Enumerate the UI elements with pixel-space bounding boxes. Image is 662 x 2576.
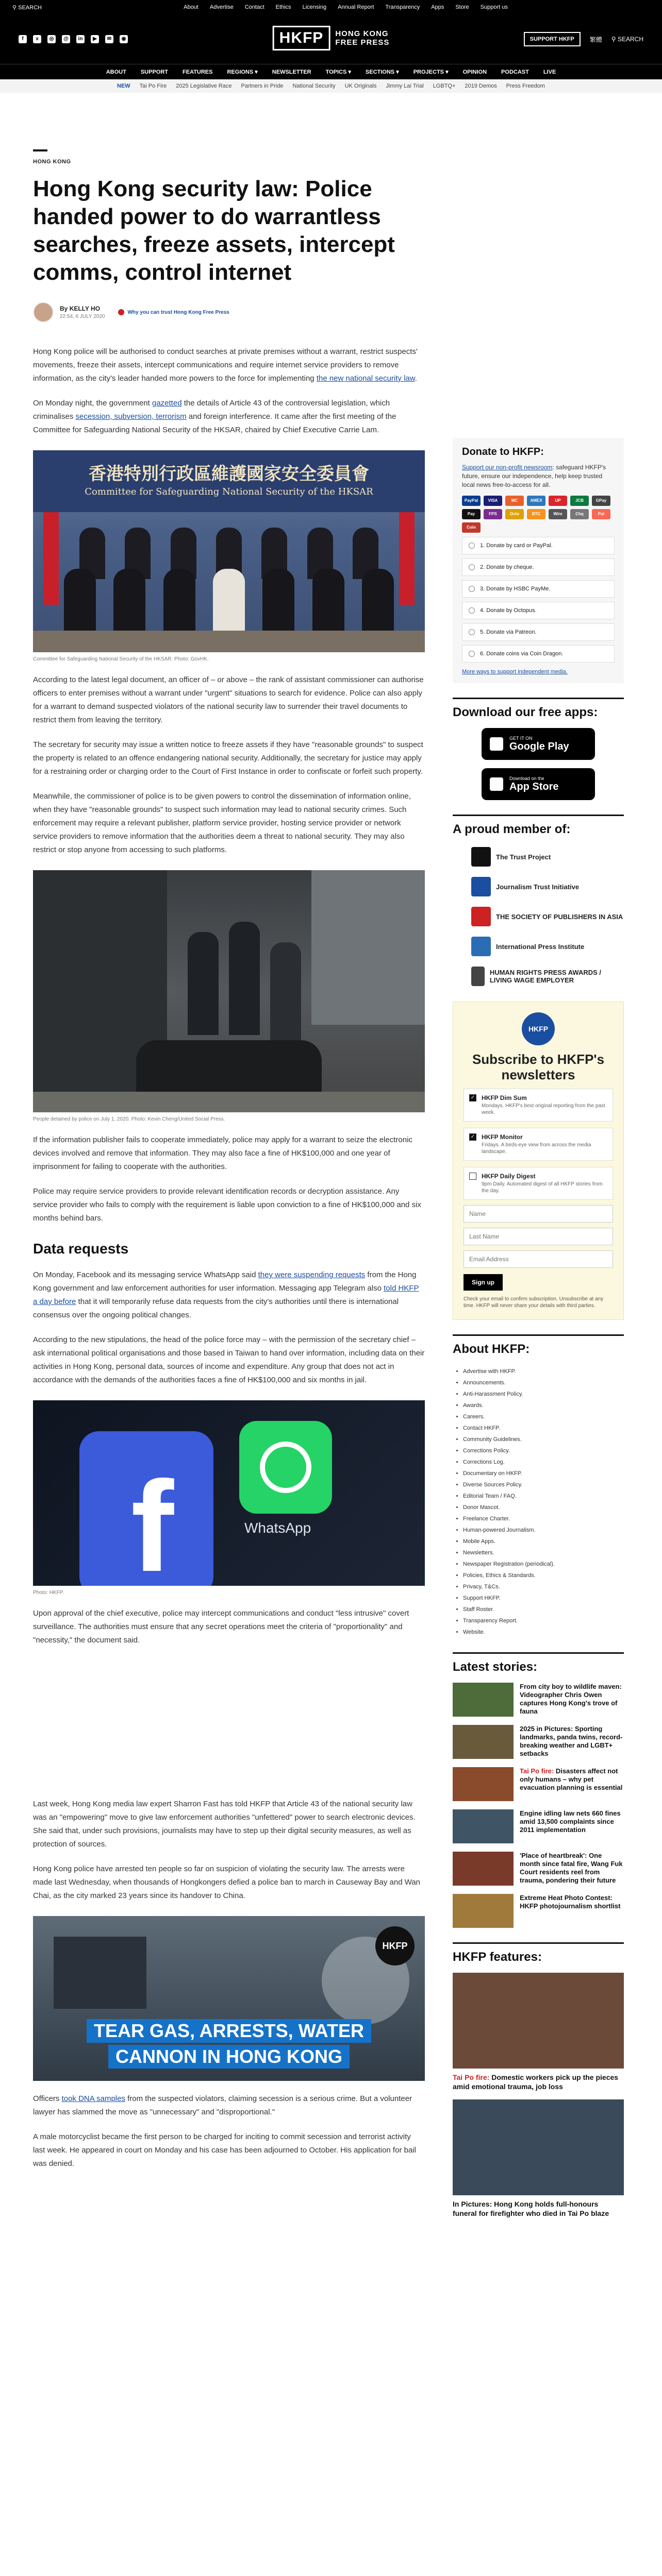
- features-list: [453, 1973, 624, 2218]
- member-the-society-of-publishers-in-asia[interactable]: [471, 907, 624, 926]
- payment-fps-icon: FPS: [484, 509, 502, 519]
- donate-option[interactable]: [462, 537, 615, 554]
- about-heading: About HKFP:: [453, 1334, 624, 1357]
- member-the-trust-project[interactable]: [471, 847, 624, 867]
- story-thumbnail[interactable]: [453, 1683, 514, 1717]
- twitter-icon[interactable]: x: [33, 35, 41, 43]
- paragraph-4: The secretary for security may issue a written notice to freeze assets if they have "reasonable grounds" to suspect the property is related to an offence endangering national security. Additionally, the secretary for justice may apply for a restraining order or charging order to the Court of First Instance in order to confiscate or forfeit such property.: [33, 740, 423, 776]
- member-journalism-trust-initiative[interactable]: [471, 877, 624, 896]
- feature-title-text: Domestic workers pick up the pieces amid emotional trauma, job loss: [453, 2073, 619, 2091]
- member-logo-icon: [471, 937, 491, 956]
- top-link-about[interactable]: About: [184, 4, 198, 10]
- story-thumbnail[interactable]: [453, 1767, 514, 1801]
- latest-story[interactable]: [453, 1852, 624, 1886]
- story-thumbnail[interactable]: [453, 1725, 514, 1759]
- about-link[interactable]: • Advertise with HKFP.: [463, 1366, 624, 1377]
- about-link[interactable]: • Mobile Apps.: [463, 1536, 624, 1547]
- payment-paypal-icon: PayPal: [462, 496, 481, 506]
- radio-icon: [469, 564, 475, 570]
- about-link[interactable]: • Anti-Harassment Policy.: [463, 1388, 624, 1400]
- story-thumbnail[interactable]: [453, 1852, 514, 1886]
- paragraph-10: Upon approval of the chief executive, police may intercept communications and conduct "less intrusive" covert surveillance. The authorities must ensure that any secret operations meet the criteria of "proportionality" and "necessity," the document said.: [33, 1609, 409, 1645]
- checkbox-icon[interactable]: [469, 1173, 476, 1180]
- payment-visa-icon: VISA: [484, 496, 502, 506]
- member-name: International Press Institute: [496, 942, 585, 951]
- newsletter-options: [464, 1089, 613, 1200]
- donate-option[interactable]: [462, 580, 615, 598]
- top-link-ethics[interactable]: Ethics: [275, 4, 291, 10]
- latest-story[interactable]: [453, 1725, 624, 1759]
- features-heading: HKFP features:: [453, 1942, 624, 1964]
- secession-link[interactable]: secession, subversion, terrorism: [75, 412, 187, 421]
- google-play-small: GET IT ON: [509, 735, 533, 741]
- top-link-apps[interactable]: Apps: [431, 4, 444, 10]
- subnav-2025-legislative-race[interactable]: 2025 Legislative Race: [176, 83, 232, 89]
- author-avatar: [33, 302, 54, 323]
- nav-about[interactable]: ABOUT: [106, 69, 126, 75]
- member-name: THE SOCIETY OF PUBLISHERS IN ASIA: [496, 912, 623, 921]
- sidebar: [453, 438, 624, 2218]
- subnav-2019-demos[interactable]: 2019 Demos: [465, 83, 497, 89]
- subnav-tai-po-fire[interactable]: Tai Po Fire: [139, 83, 167, 89]
- paragraph-11: Last week, Hong Kong media law expert Sharron Fast has told HKFP that Article 43 of the national security law was an "empowering" move to give law enforcement authorities "unfettered" power to search electronic devices. She said that, under such provisions, journalists may have to step up their digital security measures, as well as protection of sources.: [33, 1800, 416, 1849]
- dna-samples-link[interactable]: took DNA samples: [61, 2094, 125, 2103]
- figure-1-caption: Committee for Safeguarding National Security of the HKSAR. Photo: GovHK.: [33, 656, 209, 662]
- latest-stories: [453, 1683, 624, 1928]
- whatsapp-app-icon: [239, 1421, 332, 1514]
- search-link[interactable]: ⚲ SEARCH: [12, 4, 42, 11]
- about-link[interactable]: • Freelance Charter.: [463, 1513, 624, 1524]
- logo-mark: HKFP: [273, 26, 330, 50]
- top-link-annual-report[interactable]: Annual Report: [338, 4, 374, 10]
- subnav-lgbtq[interactable]: LGBTQ+: [433, 83, 456, 89]
- radio-icon: [469, 543, 475, 549]
- story-title[interactable]: [520, 1852, 624, 1886]
- about-link[interactable]: • Policies, Ethics & Standards.: [463, 1570, 624, 1581]
- newsletter-desc: Mondays. HKFP's best original reporting from the past week.: [482, 1103, 605, 1115]
- payment-pay-icon: Pay: [462, 509, 481, 519]
- paragraph-14: A male motorcyclist became the first person to be charged for inciting to commit secession and terrorist activity last week. He appeared in court on Monday and his case has been adjourned to October. His application for bail was denied.: [33, 2132, 416, 2168]
- nav-features[interactable]: FEATURES: [183, 69, 213, 75]
- donate-box: [453, 438, 624, 683]
- latest-story[interactable]: [453, 1894, 624, 1928]
- about-link[interactable]: • Human-powered Journalism.: [463, 1524, 624, 1536]
- chinese-link[interactable]: 繁體: [589, 36, 602, 43]
- nav-newsletter[interactable]: NEWSLETTER: [272, 69, 311, 75]
- newsletter-option[interactable]: [464, 1167, 613, 1200]
- instagram-icon[interactable]: ◎: [47, 35, 56, 43]
- flag-right: [399, 512, 415, 605]
- donate-option[interactable]: [462, 623, 615, 641]
- app-store-button[interactable]: [482, 768, 595, 800]
- radio-icon: [469, 586, 475, 592]
- checkbox-icon[interactable]: ✓: [469, 1133, 476, 1141]
- masthead-search[interactable]: ⚲ SEARCH: [611, 36, 643, 43]
- latest-story[interactable]: [453, 1767, 624, 1801]
- subnav-press-freedom[interactable]: Press Freedom: [506, 83, 545, 89]
- payment-wire-icon: Wire: [549, 509, 567, 519]
- nav-regions[interactable]: REGIONS ▾: [227, 69, 258, 75]
- donate-option-label: 1. Donate by card or PayPal.: [480, 543, 553, 549]
- story-title[interactable]: [520, 1683, 624, 1717]
- masthead-search-label: SEARCH: [617, 36, 643, 43]
- donate-option-label: 3. Donate by HSBC PayMe.: [480, 586, 551, 592]
- about-link[interactable]: • Transparency Report.: [463, 1615, 624, 1626]
- last-name-input[interactable]: [464, 1228, 613, 1245]
- donate-title: Donate to HKFP:: [462, 446, 544, 457]
- nav-sections[interactable]: SECTIONS ▾: [365, 69, 399, 75]
- newsletter-desc: Fridays. A birds-eye view from across the media landscape.: [482, 1142, 591, 1155]
- kicker-bar: [33, 149, 47, 151]
- donate-text: Support our non-profit newsroom: safeguard HKFP's future, ensure our independence, help keep trusted local news free-to-access for all.: [462, 464, 606, 488]
- logo-line-2: FREE PRESS: [335, 38, 390, 47]
- youtube-icon[interactable]: ▶: [91, 35, 99, 43]
- latest-story[interactable]: [453, 1809, 624, 1843]
- payment-pat-icon: Pat: [592, 509, 610, 519]
- payment-btc-icon: BTC: [527, 509, 545, 519]
- about-link[interactable]: • Contact HKFP.: [463, 1422, 624, 1434]
- member-logo-icon: [471, 967, 485, 986]
- about-link[interactable]: • Community Guidelines.: [463, 1434, 624, 1445]
- video-hkfp-logo: HKFP: [375, 1926, 415, 1965]
- google-play-icon: [490, 737, 503, 751]
- donate-option[interactable]: [462, 645, 615, 663]
- figure-3-caption: Photo: HKFP.: [33, 1590, 64, 1596]
- member-heading: A proud member of:: [453, 815, 624, 837]
- member-human-rights-press-awards-living-wage-employer[interactable]: [471, 967, 624, 986]
- member-logo-icon: [471, 907, 491, 926]
- committee-banner-chinese: 香港特別行政區維護國家安全委員會: [89, 464, 369, 484]
- flag-left: [43, 512, 59, 605]
- threads-icon[interactable]: @: [62, 35, 70, 43]
- top-link-support-us[interactable]: Support us: [480, 4, 508, 10]
- nav-opinion[interactable]: OPINION: [462, 69, 487, 75]
- masthead: [0, 14, 662, 64]
- about-link[interactable]: • Diverse Sources Policy.: [463, 1479, 624, 1490]
- payment-coin-icon: Coin: [462, 522, 481, 533]
- subnav-jimmy-lai-trial[interactable]: Jimmy Lai Trial: [386, 83, 424, 89]
- ad-spacer: [33, 1647, 425, 1786]
- story-title[interactable]: [520, 1809, 624, 1843]
- donate-option[interactable]: [462, 602, 615, 619]
- story-title[interactable]: [520, 1767, 624, 1801]
- gazetted-link[interactable]: gazetted: [152, 399, 182, 408]
- member-name: Journalism Trust Initiative: [496, 883, 580, 891]
- newsletter-box: [453, 1002, 624, 1320]
- nav-projects[interactable]: PROJECTS ▾: [413, 69, 449, 75]
- paragraph-6: If the information publisher fails to cooperate immediately, police may apply for a warrant to seize the electronic devices involved and remove that information. They may also face a fine of HK$100,000 and one year of imprisonment for failing to cooperate with the authorities.: [33, 1136, 412, 1171]
- feature-image[interactable]: [453, 2099, 624, 2195]
- about-link[interactable]: • Documentary on HKFP.: [463, 1468, 624, 1479]
- publish-date: 22:54, 6 JULY 2020: [60, 314, 105, 319]
- committee-photo: [33, 450, 425, 652]
- google-play-button[interactable]: [482, 728, 595, 760]
- payment-chq-icon: Chq: [570, 509, 589, 519]
- newsletter-badge: HKFP: [522, 1012, 555, 1045]
- linkedin-icon[interactable]: in: [76, 35, 85, 43]
- top-link-licensing[interactable]: Licensing: [302, 4, 327, 10]
- about-link[interactable]: • Newspaper Registration (periodical).: [463, 1558, 624, 1570]
- app-store-big: App Store: [509, 781, 559, 792]
- figure-2-caption: People detained by police on July 1, 2020. Photo: Kevin Cheng/United Social Press.: [33, 1116, 225, 1122]
- newsletter-name: HKFP Monitor: [482, 1133, 523, 1141]
- subnav-uk-originals[interactable]: UK Originals: [344, 83, 377, 89]
- figure-apps: [33, 1400, 425, 1596]
- nav-support[interactable]: SUPPORT: [140, 69, 169, 75]
- about-link[interactable]: • Support HKFP.: [463, 1592, 624, 1604]
- donate-option-label: 2. Donate by cheque.: [480, 564, 534, 570]
- radio-icon: [469, 629, 475, 635]
- member-logo-icon: [471, 877, 491, 896]
- whatsapp-label: WhatsApp: [244, 1520, 311, 1536]
- rss-icon[interactable]: ◉: [120, 35, 128, 43]
- about-link[interactable]: • Website.: [463, 1626, 624, 1638]
- paragraph-12: Hong Kong police have arrested ten people so far on suspicion of violating the security law. The arrests were made last Wednesday, when thousands of Hongkongers defied a police ban to march in Causeway Bay and Wan Chai, as the city marked 23 years since its handover to China.: [33, 1865, 421, 1900]
- paragraph-2: On Monday night, the government gazetted the details of Article 43 of the controversial legislation, which criminalises secession, subversion, terrorism and foreign interference. It came after the first meeting of the Committee for Safeguarding National Security of the HKSAR, chaired by Chief Executive Carrie Lam.: [33, 399, 396, 434]
- newsletter-title: Subscribe to HKFP's newsletters: [472, 1052, 605, 1082]
- checkbox-icon[interactable]: ✓: [469, 1094, 476, 1101]
- section-heading-data-requests: Data requests: [33, 1241, 129, 1257]
- payment-jcb-icon: JCB: [570, 496, 589, 506]
- national-security-law-link[interactable]: the new national security law: [316, 374, 415, 383]
- signup-button[interactable]: Sign up: [464, 1274, 503, 1291]
- about-link[interactable]: • Newsletters.: [463, 1547, 624, 1558]
- member-international-press-institute[interactable]: [471, 937, 624, 956]
- payment-methods: [462, 496, 615, 533]
- story-title-text: Disasters affect not only humans – why pet evacuation planning is essential: [520, 1767, 623, 1791]
- logo-line-1: HONG KONG: [335, 29, 389, 38]
- paragraph-13: Officers took DNA samples from the suspected violators, claiming secession is a serious crime. But a volunteer lawyer has slammed the move as "unnecessary" and "disproportional.": [33, 2094, 412, 2116]
- nav-topics[interactable]: TOPICS ▾: [325, 69, 351, 75]
- newsletter-option[interactable]: [464, 1089, 613, 1122]
- story-title-text: 2025 in Pictures: Sporting landmarks, panda twins, record-breaking weather and LGBT+ setbacks: [520, 1725, 623, 1757]
- committee-front-row: [64, 569, 394, 631]
- facebook-app-icon: f: [79, 1431, 213, 1586]
- site-logo[interactable]: [273, 26, 390, 50]
- subnav-partners-in-pride[interactable]: Partners in Pride: [241, 83, 284, 89]
- suspending-requests-link[interactable]: they were suspending requests: [258, 1270, 366, 1279]
- feature-item[interactable]: [453, 1973, 624, 2091]
- top-link-transparency[interactable]: Transparency: [385, 4, 420, 10]
- feature-image[interactable]: [453, 1973, 624, 2069]
- video-title-line-1: TEAR GAS, ARRESTS, WATER: [87, 2019, 371, 2043]
- donate-option-label: 6. Donate coins via Coin Dragon.: [480, 651, 564, 657]
- trust-link[interactable]: [118, 309, 229, 315]
- sub-nav: [0, 79, 662, 93]
- feature-title[interactable]: [453, 2073, 624, 2091]
- subnav-new-label: NEW: [117, 83, 130, 89]
- donate-option-label: 4. Donate by Octopus.: [480, 607, 537, 614]
- story-title-text: Extreme Heat Photo Contest: HKFP photojournalism shortlist: [520, 1894, 621, 1910]
- figure-committee: [33, 450, 425, 662]
- arrest-photo: [33, 870, 425, 1112]
- about-link[interactable]: • Corrections Log.: [463, 1456, 624, 1468]
- article: [33, 149, 425, 2171]
- about-link[interactable]: • Privacy, T&Cs.: [463, 1581, 624, 1592]
- story-title[interactable]: [520, 1894, 624, 1928]
- social-icons: [19, 35, 128, 43]
- first-name-input[interactable]: [464, 1205, 613, 1223]
- top-link-contact[interactable]: Contact: [244, 4, 264, 10]
- nav-podcast[interactable]: PODCAST: [501, 69, 529, 75]
- top-links: [184, 4, 508, 10]
- paragraph-3: According to the latest legal document, an officer of – or above – the rank of assistant commissioner can authorise officers to enter premises without a warrant under "urgent" situations to search for evidence. Police can also apply for a warrant to demand suspected violators of the national security law to surrender their travel documents to restrict them from leaving the territory.: [33, 675, 424, 724]
- video-thumbnail[interactable]: [33, 1916, 425, 2081]
- about-link[interactable]: • Donor Mascot.: [463, 1502, 624, 1513]
- story-title-text: 'Place of heartbreak': One month since fatal fire, Wang Fuk Court residents reel from trauma, pondering their future: [520, 1852, 623, 1884]
- newsletter-name: HKFP Dim Sum: [482, 1094, 527, 1101]
- top-bar: [0, 0, 662, 14]
- figure-arrests: [33, 870, 425, 1122]
- member-logo-icon: [471, 847, 491, 867]
- feature-title-text: In Pictures: Hong Kong holds full-honours funeral for firefighter who died in Tai Po blaze: [453, 2200, 609, 2217]
- byline: [33, 302, 425, 323]
- apps-photo: [33, 1400, 425, 1586]
- search-label: SEARCH: [18, 4, 42, 11]
- about-link[interactable]: • Careers.: [463, 1411, 624, 1422]
- support-newsroom-link[interactable]: Support our non-profit newsroom: [462, 464, 553, 471]
- email-icon[interactable]: ✉: [105, 35, 113, 43]
- paragraph-7: Police may require service providers to provide relevant identification records or decryption assistance. Any service provider who fails to comply with the requirement is liable upon conviction to a fine of HK$100,000 and six months behind bars.: [33, 1187, 421, 1223]
- about-link[interactable]: • Editorial Team / FAQ.: [463, 1490, 624, 1502]
- more-ways-link[interactable]: More ways to support independent media.: [462, 669, 568, 675]
- author-name-text: KELLY HO: [69, 305, 101, 312]
- apps-heading: Download our free apps:: [453, 698, 624, 720]
- facebook-icon[interactable]: f: [19, 35, 27, 43]
- payment-gpay-icon: GPay: [592, 496, 610, 506]
- newsletter-desc: 9pm Daily. Automated digest of all HKFP stories from the day.: [482, 1181, 603, 1194]
- paragraph-1: Hong Kong police will be authorised to conduct searches at private premises without a warrant, restrict suspects' movements, freeze their assets, intercept communications and require internet service providers to remove information, as the city's leader handed more powers to the force for implementing the new national security law.: [33, 347, 418, 383]
- about-list: [453, 1366, 624, 1638]
- article-category[interactable]: HONG KONG: [33, 159, 71, 165]
- story-thumbnail[interactable]: [453, 1894, 514, 1928]
- paragraph-8: On Monday, Facebook and its messaging service WhatsApp said they were suspending requests from the Hong Kong government and law enforcement authorities for user information. Messaging app Telegram also told HKFP a day before that it will temporarily refuse data requests from the city's authorities until there is international consensus over the ongoing political changes.: [33, 1270, 419, 1319]
- about-link[interactable]: • Announcements.: [463, 1377, 624, 1388]
- about-link[interactable]: • Corrections Policy.: [463, 1445, 624, 1456]
- committee-banner-english: Committee for Safeguarding National Security of the HKSAR: [85, 486, 373, 497]
- main-nav: [0, 64, 662, 79]
- story-tag: Tai Po fire:: [520, 1767, 554, 1775]
- latest-story[interactable]: [453, 1683, 624, 1717]
- about-link[interactable]: • Staff Roster.: [463, 1604, 624, 1615]
- author-name[interactable]: By KELLY HO: [60, 305, 101, 312]
- latest-heading: Latest stories:: [453, 1652, 624, 1674]
- trust-link-label: Why you can trust Hong Kong Free Press: [127, 309, 229, 315]
- app-store-small: Download on the: [509, 775, 544, 781]
- member-name: HUMAN RIGHTS PRESS AWARDS / LIVING WAGE EMPLOYER: [489, 969, 602, 984]
- member-logos: [453, 847, 624, 986]
- donate-option[interactable]: [462, 558, 615, 576]
- feature-item[interactable]: [453, 2099, 624, 2218]
- radio-icon: [469, 607, 475, 614]
- apple-icon: [490, 777, 503, 791]
- payment-amex-icon: AMEX: [527, 496, 545, 506]
- nav-live[interactable]: LIVE: [543, 69, 556, 75]
- story-thumbnail[interactable]: [453, 1809, 514, 1843]
- payment-up-icon: UP: [549, 496, 567, 506]
- top-link-advertise[interactable]: Advertise: [209, 4, 234, 10]
- feature-title[interactable]: [453, 2199, 624, 2218]
- newsletter-note: Check your email to confirm subscription. Unsubscribe at any time. HKFP will never share your details with third parties.: [464, 1296, 604, 1309]
- story-title-text: Engine idling law nets 660 fines amid 13,500 complaints since 2011 implementation: [520, 1809, 621, 1834]
- support-hkfp-button[interactable]: SUPPORT HKFP: [524, 32, 581, 46]
- radio-icon: [469, 651, 475, 657]
- email-input[interactable]: [464, 1250, 613, 1268]
- top-link-store[interactable]: Store: [455, 4, 469, 10]
- subnav-national-security[interactable]: National Security: [292, 83, 336, 89]
- article-title: Hong Kong security law: Police handed power to do warrantless searches, freeze assets, intercept comms, control internet: [33, 176, 395, 285]
- member-name: The Trust Project: [496, 853, 551, 861]
- told-hkfp-link[interactable]: told HKFP a day before: [33, 1284, 419, 1306]
- story-title[interactable]: [520, 1725, 624, 1759]
- paragraph-9: According to the new stipulations, the head of the police force may – with the permission of the secretary chief – ask international political organisations and those based in Taiwan to hand over information, including data on their activities in Hong Kong, personal data, sources of income and expenditure. Any group that does not act in accordance with the demands of the authorities faces a fine of HK$100,000 and six months in jail.: [33, 1335, 425, 1384]
- figure-video[interactable]: [33, 1916, 425, 2081]
- about-link[interactable]: • Awards.: [463, 1400, 624, 1411]
- story-title-text: From city boy to wildlife maven: Videographer Chris Owen captures Hong Kong's trove of fauna: [520, 1683, 622, 1715]
- video-title-line-2: CANNON IN HONG KONG: [108, 2045, 350, 2069]
- newsletter-option[interactable]: [464, 1128, 613, 1161]
- google-play-big: Google Play: [509, 740, 569, 752]
- feature-tag: Tai Po fire:: [453, 2073, 490, 2081]
- paragraph-5: Meanwhile, the commissioner of police is to be given powers to control the dissemination of information online, when they have "reasonable grounds" to suspect such information may lead to national security crimes. Such enforcement may require a relevant publisher, platform service provider, hosting service provider or network service providers to remove information that the authorities deem a threat to national security. They may also restrict or stop anyone from accessing to such platforms.: [33, 792, 411, 854]
- donate-option-label: 5. Donate via Patreon.: [480, 629, 537, 635]
- donate-options: [462, 537, 615, 663]
- payment-octo-icon: Octo: [505, 509, 524, 519]
- heart-icon: [118, 309, 124, 315]
- newsletter-name: HKFP Daily Digest: [482, 1173, 536, 1180]
- payment-mc-icon: MC: [505, 496, 524, 506]
